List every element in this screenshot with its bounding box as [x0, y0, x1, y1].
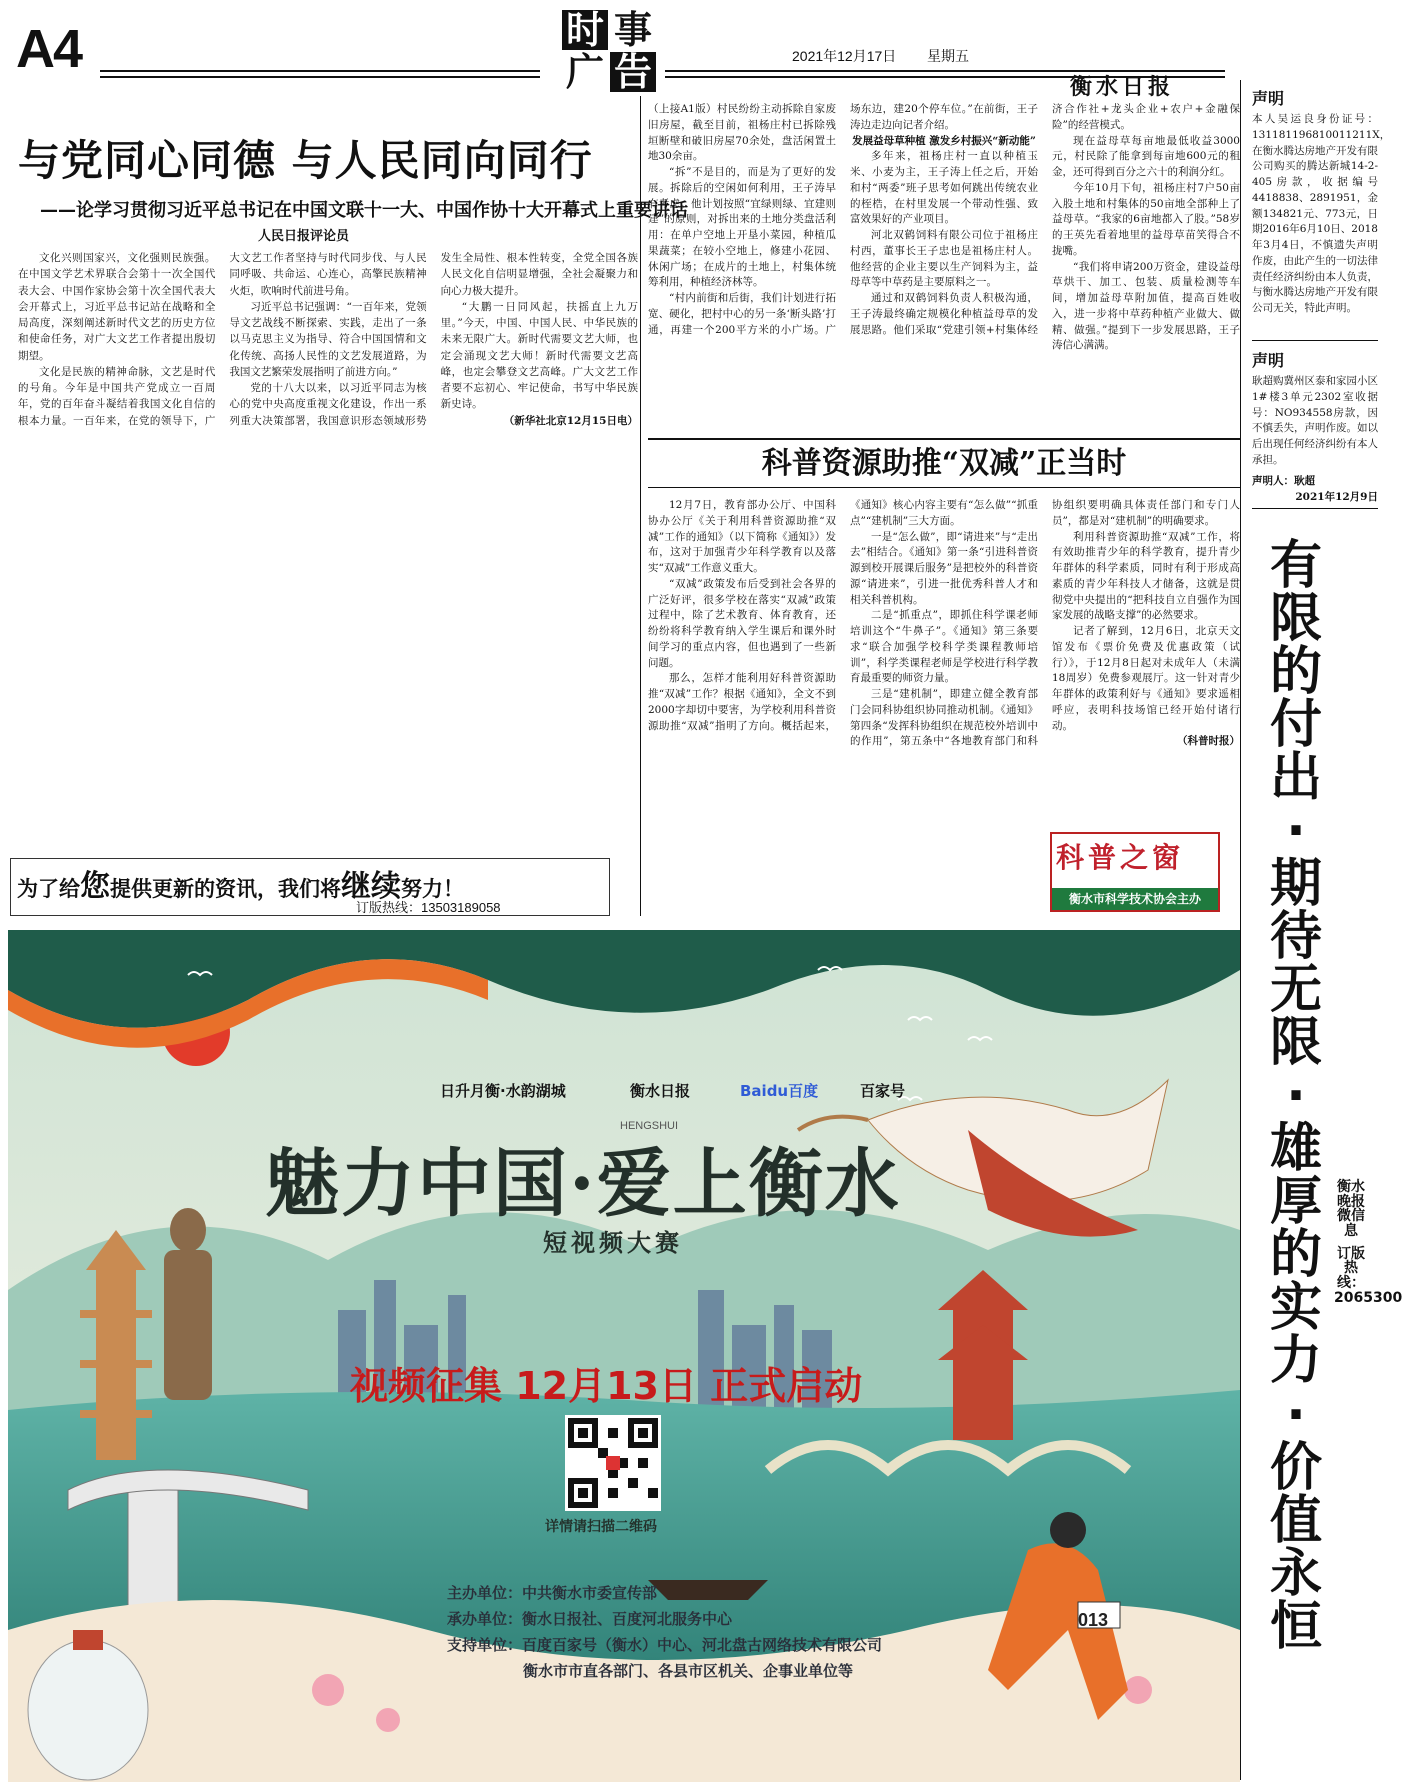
- notice-body: 本人吴运良身份证号：131181196810011211X，在衡水腾达房地产开发有限公司购买的腾达新城14-2-405房款，收据编号4418838、2891951，金额134821元、773元，日期2016年6月10日、2018年3月4日，不慎遗失声明作废，由此产生的一切法律责任经济纠纷由本人负责，与衡水腾达房地产开发有限公司无关，特此声明。: [1252, 113, 1391, 314]
- organizer-label: 主办单位：: [447, 1584, 523, 1602]
- column-divider: [1240, 80, 1241, 1780]
- paragraph: 那么，怎样才能利用好科普资源助推“双减”工作？根据《通知》，全文不到2000字却切中要害，为学校利用科普资源助推“双减”指明了方向。概括起来，《通知》核心内容主要有“怎么做”“抓重点”“建机制”三大方面。: [648, 499, 1038, 732]
- paragraph: 河北双鹤饲料有限公司位于祖杨庄村西，董事长王子忠也是祖杨庄村人。他经营的企业主要以生产饲料为主，益母草等中草药是主要原料之一。: [850, 229, 1038, 289]
- paragraph: 文化兴则国家兴，文化强则民族强。在中国文学艺术界联合会第十一次全国代表大会、中国作家协会第十次全国代表大会开幕式上，习近平总书记站在战略和全局高度，深刻阐述新时代文艺的历史方位和使命任务，对广大文艺工作者提出殷切期望。: [18, 252, 216, 362]
- paragraph: 习近平总书记强调：“一百年来，党领导文艺战线不断探索、实践，走出了一条以马克思主义为指导、符合中国国情和文化传统、高扬人民性的文艺发展道路，为我国文艺繁荣发展指明了前进方向。”: [229, 300, 427, 378]
- slogan-line: 有限的付出: [1269, 536, 1322, 809]
- logo-hengshui-lake: 日升月衡·水韵湖城: [440, 1082, 566, 1100]
- header-rule: [100, 70, 540, 72]
- column-char: 时: [562, 10, 608, 50]
- notice-body: 耿超购冀州区泰和家园小区1#楼3单元2302室收据号：NO934558房款，因不慎丢失，声明作废。如以后出现任何经济纠纷有本人承担。: [1252, 375, 1378, 466]
- column-logo: [562, 10, 658, 94]
- paragraph: 二是“抓重点”，即抓住科学课老师培训这个“牛鼻子”。《通知》第三条要求“联合加强学校科学类课程教师培训”，科学类课程老师是学校进行科学教育最重要的师资力量。: [850, 609, 1038, 685]
- qr-code-icon: [568, 1418, 658, 1508]
- paragraph: 多年来，祖杨庄村一直以种植玉米、小麦为主，王子涛上任之后，开始和村“两委”班子思考如何跳出传统农业的桎梏，在村里发展一个带动性强、致富效果好的产业项目。: [850, 150, 1038, 226]
- paragraph: 记者了解到，12月6日，北京天文馆发布《票价免费及优惠政策（试行）》，于12月8日起对未成年人（未满18周岁）免费参观展厅。这一针对青少年群体的政策利好与《通知》要求遥相呼应，表明科技场馆已经开始付诸行动。: [1052, 625, 1240, 732]
- paragraph: “我们将申请200万资金，建设益母草烘干、加工、包装、质量检测等车间，增加益母草附加值，提高百姓收入，进一步将中草药种植产业做大、做精、做强。”提到下一步发展思路，王子涛信心满满。: [1052, 260, 1240, 352]
- promo-part: 您: [80, 869, 110, 904]
- organizer-value: 百度百家号（衡水）中心、河北盘古网络技术有限公司: [522, 1636, 883, 1654]
- paragraph: 今年10月下旬，祖杨庄村7户50亩入股土地和村集体的50亩地全部种上了益母草。“我家的6亩地都入了股。”58岁的王英先看着地里的益母草苗笑得合不拢嘴。: [1052, 181, 1240, 257]
- subscription-promo: [10, 858, 610, 916]
- logo-sponsor: 衡水市科学技术协会主办: [1052, 888, 1218, 910]
- article1-body: [18, 250, 638, 825]
- notice-date: 2021年12月9日: [1295, 491, 1378, 503]
- publish-weekday: 星期五: [927, 48, 969, 64]
- poster-subtitle: 短视频大赛: [543, 1229, 683, 1257]
- article1-subtitle: ——论学习贯彻习近平总书记在中国文联十一大、中国作协十大开幕式上重要讲话: [40, 200, 688, 221]
- runner-bib-number: 013: [1078, 1610, 1109, 1630]
- paragraph: “拆”不是目的，而是为了更好的发展。拆除后的空闲如何利用，王子涛早有考虑。他计划按照“宜绿则绿、宜建则建”的原则，对拆出来的土地分类盘活利用：在单户空地上开垦小菜园，种植瓜果蔬菜；在较小空地上，修建小花园、休闲广场；在成片的土地上，村集体统筹利用，种植经济林等。: [648, 166, 836, 289]
- promo-part: 继续: [341, 869, 401, 904]
- article3-title: 科普资源助推“双减”正当时: [648, 438, 1240, 488]
- logo-title: 科普之窗: [1056, 841, 1185, 874]
- boat: [648, 1580, 768, 1600]
- side-info-name: 衡水晚报微信息: [1337, 1179, 1365, 1240]
- promo-hotline: 订版热线：13503189058: [356, 900, 501, 915]
- section-heading: 发展益母草种植 激发乡村振兴“新动能”: [852, 134, 1036, 147]
- paragraph: 利用科普资源助推“双减”工作，将有效助推青少年的科学教育，提升青少年群体的科学素质，同时有利于形成高素质的青少年科技人才储备，这就是贯彻党中央提出的“把科技自立自强作为国家发展的战略支撑”的必然要求。: [1052, 530, 1240, 622]
- header-rule: [100, 76, 540, 78]
- paragraph: 现在益母草每亩地最低收益3000元，村民除了能拿到每亩地600元的租金，还可得到百分之六十的利润分红。: [1052, 134, 1240, 178]
- promo-part: 为了给: [17, 877, 80, 901]
- organizer-value: 中共衡水市委宣传部: [522, 1584, 658, 1602]
- science-window-logo: [1050, 832, 1220, 912]
- slogan-line: 期待无限: [1269, 854, 1322, 1074]
- organizer-label: 支持单位：: [447, 1636, 523, 1654]
- column-char: 告: [610, 52, 656, 92]
- logo-baidu: Baidu百度: [740, 1082, 819, 1100]
- poster-latin-label: HENGSHUI: [620, 1120, 679, 1132]
- qr-code[interactable]: [565, 1415, 661, 1511]
- notice-signer: 声明人：耿超: [1252, 475, 1315, 487]
- column-char: 事: [610, 10, 656, 50]
- notice-divider: [1252, 508, 1378, 509]
- launch-banner: 视频征集 12月13日 正式启动: [350, 1364, 863, 1408]
- paragraph: （上接A1版）村民纷纷主动拆除自家废旧房屋，截至目前，祖杨庄村已拆除残垣断壁和破旧房屋70余处，盘活闲置土地30余亩。: [648, 103, 836, 163]
- organizer-label: 承办单位：: [447, 1610, 523, 1628]
- organizer-line: [523, 1660, 853, 1681]
- sponsor-logos: [440, 1080, 1060, 1110]
- paragraph: 党的十八大以来，以习近平同志为核心的党中央高度重视文化建设，作出一系列重大决策部署，我国意识形态领域形势发生全局性、根本性转变，全党全国各族人民文化自信明显增强，全社会凝聚力和向心力极大提升。: [229, 252, 638, 427]
- paragraph: “大鹏一日同风起，扶摇直上九万里。”今天，中国、中国人民、中华民族的未来无限广大。新时代需要文艺大师，也定会涌现文艺大师！新时代需要文艺高峰，也定会攀登文艺高峰。广大文艺工作者要不忘初心、牢记使命，书写中华民族新史诗。: [440, 300, 638, 411]
- organizer-value: 衡水市市直各部门、各县市区机关、企事业单位等: [523, 1662, 854, 1680]
- side-info: [1334, 1179, 1402, 1306]
- publish-date: 2021年12月17日: [792, 48, 897, 64]
- article1-author: 人民日报评论员: [258, 229, 350, 244]
- paragraph: 三是“建机制”，即建立健全教育部门会同科协组织协同推动机制。《通知》第四条“发挥科协组织在规范校外培训中的作用”，第五条中“各地教育部门和科协组织要明确具体责任部门和专门人员”，都是对“建机制”的明确要求。: [850, 499, 1240, 748]
- column-char: 广: [562, 52, 608, 92]
- qr-caption: 详情请扫描二维码: [545, 1519, 657, 1535]
- paper-name: 衡水日报: [1070, 74, 1175, 100]
- slogan-line: 价值永恒: [1269, 1437, 1322, 1657]
- slogan-dot: ·: [1286, 1066, 1306, 1127]
- article2-body: [648, 102, 1240, 432]
- article1-title: 与党同心同德 与人民同向同行: [18, 136, 593, 185]
- notice-divider: [1252, 340, 1378, 341]
- paragraph: 12月7日，教育部办公厅、中国科协办公厅《关于利用科普资源助推“双减”工作的通知》（以下简称《通知》）发布，这对于加强青少年科学教育以及落实“双减”工作意义重大。: [648, 499, 836, 574]
- slogan-line: 雄厚的实力: [1269, 1119, 1322, 1392]
- slogan-dot: ·: [1286, 801, 1306, 862]
- notice-title: 声明: [1252, 89, 1285, 108]
- logo-baijiahao: 百家号: [860, 1082, 906, 1100]
- paragraph: “双减”政策发布后受到社会各界的广泛好评，很多学校在落实“双减”政策过程中，除了艺术教育、体育教育，还纷纷将科学教育纳入学生课后和课外时间学习的重点内容，但也遇到了一些新问题。: [648, 577, 836, 669]
- organizer-line: [447, 1634, 882, 1655]
- notice-title: 声明: [1252, 351, 1285, 370]
- poster-title: 魅力中国·爱上衡水: [265, 1141, 901, 1227]
- article1-source: （新华社北京12月15日电）: [503, 414, 638, 427]
- promo-part: 努力！: [401, 877, 464, 901]
- organizer-line: [447, 1608, 732, 1629]
- slogan: [1268, 536, 1324, 1657]
- paragraph: 一是“怎么做”，即“请进来”与“走出去”相结合。《通知》第一条“引进科普资源到校开展课后服务”是把校外的科普资源“请进来”，引进一批优秀科普人才和相关科普机构。: [850, 530, 1038, 606]
- paragraph: “村内前街和后街，我们计划进行拓宽、硬化，把村中心的另一条‘断头路’打通，再建一个200平方米的小广场。广场东边，建20个停车位。”在前街，王子涛边走边向记者介绍。: [648, 103, 1038, 336]
- organizer-value: 衡水日报社、百度河北服务中心: [522, 1610, 733, 1628]
- side-info-hotline: 订版热线：2065300: [1334, 1245, 1402, 1306]
- slogan-dot: ·: [1286, 1384, 1306, 1445]
- column-divider: [640, 96, 641, 916]
- promo-part: 提供更新的资讯，我们将: [110, 877, 341, 901]
- article3-source: （科普时报）: [1177, 735, 1240, 748]
- organizer-line: [447, 1582, 657, 1603]
- logo-hengshui-daily: 衡水日报: [630, 1082, 691, 1100]
- page-number: A4: [16, 19, 82, 79]
- paragraph: 通过和双鹤饲料负责人积极沟通，王子涛最终确定规模化种植益母草的发展思路。他们采取“党建引领+村集体经济合作社+龙头企业+农户+金融保险”的经营模式。: [850, 103, 1240, 336]
- statue: [164, 1208, 212, 1400]
- paragraph: 文化是民族的精神命脉，文艺是时代的号角。今年是中国共产党成立一百周年，党的百年奋斗凝结着我国文化自信的根本力量。一百年来，在党的领导下，广大文艺工作者坚持与时代同步伐、与人民同呼吸、共命运、心连心，高擎民族精神火炬，吹响时代前进号角。: [18, 252, 427, 427]
